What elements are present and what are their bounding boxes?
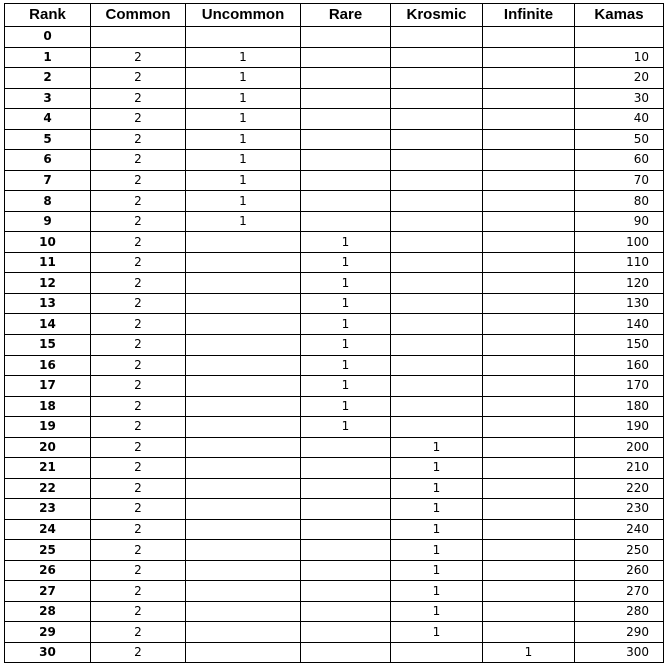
rank-cell: 5 [5, 129, 91, 150]
table-row [5, 355, 664, 376]
kamas-cell: 200 [575, 437, 664, 458]
kamas-cell: 260 [575, 560, 664, 581]
common-cell: 2 [91, 109, 186, 130]
krosmic-cell: 1 [391, 622, 483, 643]
uncommon-cell: 1 [186, 68, 301, 89]
uncommon-cell: 1 [186, 88, 301, 109]
kamas-cell: 250 [575, 540, 664, 561]
common-cell: 2 [91, 417, 186, 438]
rank-cell: 12 [5, 273, 91, 294]
rank-cell: 26 [5, 560, 91, 581]
rare-cell [301, 458, 391, 479]
table-row [5, 396, 664, 417]
krosmic-cell [391, 129, 483, 150]
krosmic-cell [391, 109, 483, 130]
krosmic-cell [391, 252, 483, 273]
common-cell: 2 [91, 334, 186, 355]
uncommon-cell [186, 458, 301, 479]
uncommon-cell [186, 252, 301, 273]
uncommon-cell [186, 396, 301, 417]
infinite-cell [483, 150, 575, 171]
rare-cell [301, 642, 391, 663]
uncommon-cell: 1 [186, 191, 301, 212]
kamas-cell: 110 [575, 252, 664, 273]
rank-cell: 19 [5, 417, 91, 438]
rank-cell: 27 [5, 581, 91, 602]
table-row [5, 540, 664, 561]
rank-cell: 20 [5, 437, 91, 458]
rank-cell: 16 [5, 355, 91, 376]
table-row [5, 519, 664, 540]
uncommon-cell: 1 [186, 150, 301, 171]
rank-cell: 23 [5, 499, 91, 520]
rare-cell [301, 211, 391, 232]
rank-cell: 15 [5, 334, 91, 355]
kamas-cell: 50 [575, 129, 664, 150]
uncommon-cell [186, 642, 301, 663]
rare-cell: 1 [301, 232, 391, 253]
uncommon-cell [186, 293, 301, 314]
table-row [5, 560, 664, 581]
krosmic-cell [391, 273, 483, 294]
rank-rewards-table [4, 3, 664, 663]
krosmic-cell [391, 232, 483, 253]
rare-cell [301, 437, 391, 458]
common-cell: 2 [91, 252, 186, 273]
rank-cell: 0 [5, 27, 91, 48]
rare-cell [301, 68, 391, 89]
uncommon-cell: 1 [186, 129, 301, 150]
infinite-cell: 1 [483, 642, 575, 663]
rank-cell: 3 [5, 88, 91, 109]
infinite-cell [483, 129, 575, 150]
rank-cell: 28 [5, 601, 91, 622]
common-cell: 2 [91, 540, 186, 561]
krosmic-cell: 1 [391, 478, 483, 499]
table-row [5, 68, 664, 89]
rare-cell: 1 [301, 355, 391, 376]
uncommon-cell [186, 376, 301, 397]
infinite-cell [483, 273, 575, 294]
krosmic-cell [391, 27, 483, 48]
common-cell: 2 [91, 396, 186, 417]
infinite-cell [483, 437, 575, 458]
krosmic-cell [391, 376, 483, 397]
common-cell: 2 [91, 191, 186, 212]
rank-cell: 10 [5, 232, 91, 253]
rare-cell [301, 129, 391, 150]
kamas-cell: 240 [575, 519, 664, 540]
rank-cell: 24 [5, 519, 91, 540]
uncommon-cell [186, 581, 301, 602]
table-row [5, 601, 664, 622]
rare-cell [301, 150, 391, 171]
kamas-cell: 120 [575, 273, 664, 294]
rare-cell [301, 519, 391, 540]
krosmic-cell [391, 211, 483, 232]
rare-cell [301, 601, 391, 622]
table-row [5, 252, 664, 273]
kamas-cell: 230 [575, 499, 664, 520]
kamas-cell: 130 [575, 293, 664, 314]
infinite-cell [483, 601, 575, 622]
rare-cell [301, 88, 391, 109]
rare-cell [301, 622, 391, 643]
kamas-cell: 100 [575, 232, 664, 253]
table-row [5, 27, 664, 48]
table-row [5, 376, 664, 397]
kamas-cell: 160 [575, 355, 664, 376]
uncommon-cell [186, 273, 301, 294]
header-row [5, 4, 664, 27]
krosmic-cell: 1 [391, 437, 483, 458]
uncommon-cell: 1 [186, 211, 301, 232]
krosmic-cell: 1 [391, 458, 483, 479]
kamas-cell: 180 [575, 396, 664, 417]
infinite-cell [483, 191, 575, 212]
kamas-cell: 280 [575, 601, 664, 622]
common-cell: 2 [91, 355, 186, 376]
infinite-cell [483, 396, 575, 417]
uncommon-cell [186, 622, 301, 643]
rank-cell: 1 [5, 47, 91, 68]
uncommon-cell [186, 355, 301, 376]
table-row [5, 642, 664, 663]
kamas-cell: 140 [575, 314, 664, 335]
header-kamas: Kamas [575, 4, 664, 27]
rank-cell: 11 [5, 252, 91, 273]
infinite-cell [483, 211, 575, 232]
rare-cell: 1 [301, 293, 391, 314]
kamas-cell: 20 [575, 68, 664, 89]
rare-cell: 1 [301, 314, 391, 335]
krosmic-cell [391, 170, 483, 191]
common-cell: 2 [91, 88, 186, 109]
table-row [5, 88, 664, 109]
rare-cell: 1 [301, 417, 391, 438]
infinite-cell [483, 252, 575, 273]
infinite-cell [483, 334, 575, 355]
uncommon-cell: 1 [186, 170, 301, 191]
infinite-cell [483, 68, 575, 89]
infinite-cell [483, 232, 575, 253]
table-row [5, 293, 664, 314]
table-row [5, 581, 664, 602]
common-cell: 2 [91, 129, 186, 150]
kamas-cell: 170 [575, 376, 664, 397]
rare-cell [301, 191, 391, 212]
infinite-cell [483, 88, 575, 109]
kamas-cell [575, 27, 664, 48]
kamas-cell: 10 [575, 47, 664, 68]
uncommon-cell [186, 540, 301, 561]
common-cell: 2 [91, 499, 186, 520]
kamas-cell: 60 [575, 150, 664, 171]
rank-cell: 21 [5, 458, 91, 479]
rare-cell [301, 27, 391, 48]
kamas-cell: 220 [575, 478, 664, 499]
uncommon-cell [186, 499, 301, 520]
header-rank: Rank [5, 4, 91, 27]
infinite-cell [483, 417, 575, 438]
infinite-cell [483, 109, 575, 130]
rare-cell: 1 [301, 252, 391, 273]
common-cell: 2 [91, 170, 186, 191]
table-row [5, 232, 664, 253]
uncommon-cell [186, 519, 301, 540]
table-row [5, 334, 664, 355]
krosmic-cell: 1 [391, 581, 483, 602]
uncommon-cell [186, 601, 301, 622]
infinite-cell [483, 355, 575, 376]
infinite-cell [483, 519, 575, 540]
rare-cell [301, 499, 391, 520]
rare-cell [301, 540, 391, 561]
kamas-cell: 270 [575, 581, 664, 602]
krosmic-cell: 1 [391, 560, 483, 581]
infinite-cell [483, 170, 575, 191]
common-cell: 2 [91, 314, 186, 335]
header-rare: Rare [301, 4, 391, 27]
uncommon-cell [186, 417, 301, 438]
table-row [5, 273, 664, 294]
table-row [5, 47, 664, 68]
rank-cell: 8 [5, 191, 91, 212]
infinite-cell [483, 458, 575, 479]
rank-cell: 17 [5, 376, 91, 397]
table-row [5, 211, 664, 232]
uncommon-cell: 1 [186, 109, 301, 130]
common-cell: 2 [91, 150, 186, 171]
infinite-cell [483, 560, 575, 581]
infinite-cell [483, 293, 575, 314]
kamas-cell: 80 [575, 191, 664, 212]
table-body [5, 27, 664, 663]
common-cell: 2 [91, 437, 186, 458]
common-cell: 2 [91, 519, 186, 540]
kamas-cell: 90 [575, 211, 664, 232]
krosmic-cell [391, 642, 483, 663]
krosmic-cell: 1 [391, 519, 483, 540]
rare-cell [301, 560, 391, 581]
uncommon-cell [186, 560, 301, 581]
common-cell: 2 [91, 581, 186, 602]
rank-cell: 6 [5, 150, 91, 171]
kamas-cell: 290 [575, 622, 664, 643]
common-cell: 2 [91, 622, 186, 643]
common-cell: 2 [91, 293, 186, 314]
krosmic-cell: 1 [391, 601, 483, 622]
common-cell: 2 [91, 642, 186, 663]
header-infinite: Infinite [483, 4, 575, 27]
kamas-cell: 210 [575, 458, 664, 479]
infinite-cell [483, 376, 575, 397]
common-cell [91, 27, 186, 48]
table-row [5, 191, 664, 212]
krosmic-cell [391, 334, 483, 355]
rare-cell [301, 109, 391, 130]
krosmic-cell [391, 150, 483, 171]
rank-cell: 29 [5, 622, 91, 643]
infinite-cell [483, 622, 575, 643]
krosmic-cell [391, 88, 483, 109]
header-uncommon: Uncommon [186, 4, 301, 27]
common-cell: 2 [91, 211, 186, 232]
rank-cell: 18 [5, 396, 91, 417]
rare-cell [301, 581, 391, 602]
krosmic-cell [391, 293, 483, 314]
table-row [5, 150, 664, 171]
rank-cell: 22 [5, 478, 91, 499]
uncommon-cell [186, 437, 301, 458]
table-row [5, 129, 664, 150]
rank-cell: 30 [5, 642, 91, 663]
krosmic-cell: 1 [391, 540, 483, 561]
kamas-cell: 190 [575, 417, 664, 438]
uncommon-cell [186, 478, 301, 499]
common-cell: 2 [91, 273, 186, 294]
rare-cell: 1 [301, 334, 391, 355]
table-row [5, 314, 664, 335]
kamas-cell: 70 [575, 170, 664, 191]
common-cell: 2 [91, 232, 186, 253]
header-common: Common [91, 4, 186, 27]
uncommon-cell [186, 27, 301, 48]
common-cell: 2 [91, 458, 186, 479]
infinite-cell [483, 581, 575, 602]
kamas-cell: 30 [575, 88, 664, 109]
krosmic-cell [391, 68, 483, 89]
infinite-cell [483, 47, 575, 68]
krosmic-cell [391, 314, 483, 335]
rank-cell: 13 [5, 293, 91, 314]
table-row [5, 499, 664, 520]
rare-cell [301, 47, 391, 68]
infinite-cell [483, 540, 575, 561]
rank-cell: 9 [5, 211, 91, 232]
krosmic-cell: 1 [391, 499, 483, 520]
table-row [5, 478, 664, 499]
kamas-cell: 40 [575, 109, 664, 130]
krosmic-cell [391, 396, 483, 417]
table-row [5, 109, 664, 130]
common-cell: 2 [91, 560, 186, 581]
rare-cell: 1 [301, 376, 391, 397]
common-cell: 2 [91, 376, 186, 397]
uncommon-cell [186, 314, 301, 335]
infinite-cell [483, 27, 575, 48]
header-krosmic: Krosmic [391, 4, 483, 27]
rare-cell [301, 170, 391, 191]
rank-cell: 25 [5, 540, 91, 561]
common-cell: 2 [91, 68, 186, 89]
table-row [5, 437, 664, 458]
uncommon-cell [186, 334, 301, 355]
rank-cell: 7 [5, 170, 91, 191]
rare-cell: 1 [301, 273, 391, 294]
rare-cell [301, 478, 391, 499]
krosmic-cell [391, 355, 483, 376]
table-row [5, 417, 664, 438]
kamas-cell: 150 [575, 334, 664, 355]
infinite-cell [483, 314, 575, 335]
uncommon-cell [186, 232, 301, 253]
common-cell: 2 [91, 47, 186, 68]
table-row [5, 622, 664, 643]
krosmic-cell [391, 47, 483, 68]
kamas-cell: 300 [575, 642, 664, 663]
rank-cell: 2 [5, 68, 91, 89]
table-row [5, 170, 664, 191]
rank-cell: 4 [5, 109, 91, 130]
common-cell: 2 [91, 478, 186, 499]
infinite-cell [483, 499, 575, 520]
krosmic-cell [391, 191, 483, 212]
infinite-cell [483, 478, 575, 499]
rank-cell: 14 [5, 314, 91, 335]
uncommon-cell: 1 [186, 47, 301, 68]
table-row [5, 458, 664, 479]
rare-cell: 1 [301, 396, 391, 417]
common-cell: 2 [91, 601, 186, 622]
krosmic-cell [391, 417, 483, 438]
